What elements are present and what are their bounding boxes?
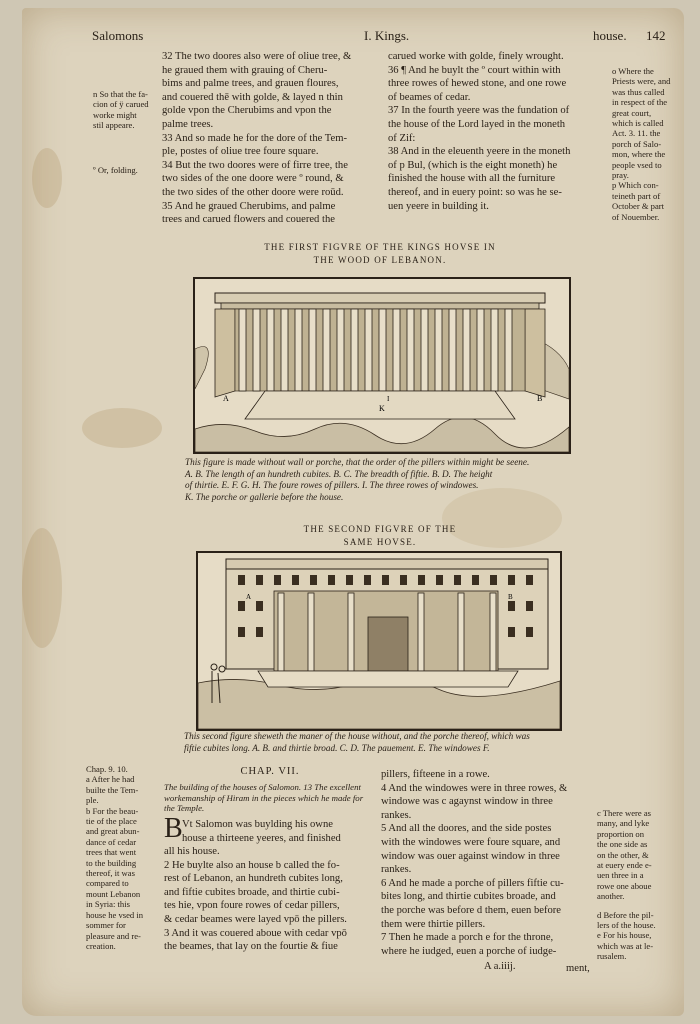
text-line: bites long, and thirtie cubites broade, and (381, 891, 556, 903)
chapter-argument (164, 782, 378, 814)
margin-note-line: on the other, & (597, 849, 649, 860)
caption-line: A. B. The length of an hundreth cubites. B. C. The breadth of fiftie. B. D. The height (185, 468, 493, 479)
margin-note-line: Priests were, and (612, 76, 671, 87)
figure-letter-b: B (537, 394, 543, 403)
text-line: 6 And he made a porche of pillers fiftie cu- (381, 877, 564, 889)
text-line: finished the house with all the furniture (388, 173, 556, 185)
text-line: 5 And all the doores, and the side postes (381, 823, 552, 835)
margin-notes-top-right (612, 66, 682, 222)
text-line: 32 The two doores also were of oliue tree, & (162, 51, 352, 62)
text-column-bottom-right (381, 768, 597, 958)
figure-2-title (260, 523, 500, 549)
drop-cap: B (164, 813, 183, 844)
text-line: them were thirtie pillers. (381, 918, 486, 930)
margin-note-line: rowe one aboue (597, 880, 652, 891)
margin-note-line: in respect of the (612, 97, 668, 108)
argument-line: workemanship of Hiram in the pieces which he made for (164, 792, 364, 803)
margin-note-line: Act. 3. 11. the (612, 128, 661, 139)
margin-note-line: o Where the (612, 66, 654, 76)
margin-note-line: worke might (93, 109, 137, 120)
caption-line: fiftie cubites long. A. B. and thirtie broad. C. D. The pauement. E. The windowes F. (184, 742, 490, 753)
text-line: 37 In the fourth yeere was the fundation of (388, 105, 570, 117)
caption-line: K. The porche or gallerie before the house. (185, 491, 344, 502)
margin-note-line: c There were as (597, 808, 651, 818)
margin-note-line: a After he had (86, 774, 135, 785)
margin-note-line: cion of ÿ carued (93, 99, 149, 110)
figure-letter-k: K (379, 404, 385, 413)
text-column-bottom-left-first (182, 818, 378, 845)
margin-note-line: October & part (612, 201, 665, 212)
text-line: all his house. (164, 846, 220, 857)
margin-note-line: dance of cedar (86, 836, 137, 847)
margin-note-line: thereof, it was (86, 868, 135, 879)
caption-line: This figure is made without wall or porche, that the order of the pillers within might be seene. (185, 457, 530, 467)
text-line: bims and palme trees, and grauen floures, (162, 78, 339, 90)
text-line: 36 ¶ And he buylt the º court within with (388, 64, 561, 76)
margin-note-line: house he vsed in (86, 909, 144, 920)
caption-line: This second figure sheweth the maner of the house without, and the porche thereof, which was (184, 731, 530, 741)
figure-letter-b: B (508, 593, 513, 601)
text-line: windowe was c agaynst window in three (381, 796, 553, 808)
text-line: three rowes of hewed stone, and one rowe (388, 78, 567, 90)
house-facade-illustration (198, 553, 560, 729)
margin-note-line: uen three in a (597, 870, 644, 881)
figure-title-line: SAME HOVSE. (343, 537, 417, 547)
text-line: of Zif: (388, 132, 416, 144)
text-line: rankes. (381, 809, 412, 821)
margin-note-line: lers of the house. (597, 920, 656, 931)
text-column-top-right (388, 50, 610, 213)
margin-note-line: was thus called (612, 86, 665, 97)
running-head-right: house. (593, 28, 627, 43)
text-line: Vt Salomon was buylding his owne (182, 819, 333, 830)
figure-2-caption (184, 731, 604, 754)
running-head-left: Salomons (92, 28, 144, 43)
margin-note-line: tie of the place (86, 816, 137, 827)
margin-note-line: people vsed to (612, 159, 662, 170)
text-line: where he iudged, euen a porche of iudge- (381, 945, 557, 957)
figure-letter-a: A (246, 593, 252, 601)
text-line: rest of Lebanon, an hundreth cubites long, (164, 873, 343, 885)
text-line: 3 And it was couered aboue with cedar vpō (164, 927, 347, 939)
text-line: 2 He buylte also an house b called the fo- (164, 859, 340, 871)
text-line: of p Bul, (which is the eight moneth) he (388, 159, 558, 171)
margin-notes-bottom-left (86, 764, 162, 951)
text-line: and fiftie cubites broade, and thirtie cubi- (164, 886, 340, 898)
margin-note-line: proportion on (597, 828, 645, 839)
margin-note-line: the one side as (597, 839, 648, 850)
text-line: 34 But the two doores were of firre tree, the (162, 159, 348, 171)
text-line: tes hie, vpon foure rowes of cedar pillers, (164, 900, 340, 912)
text-column-bottom-left (164, 845, 380, 954)
text-line: window was ouer against window in three (381, 850, 560, 862)
margin-notes-top-left (93, 89, 163, 175)
margin-note-line: porch of Salo- (612, 138, 662, 149)
margin-note-line: b For the beau- (86, 805, 139, 816)
figure-1-caption (185, 457, 605, 503)
text-line: ple, postes of oliue tree foure square. (162, 146, 319, 158)
margin-note-line: builte the Tem- (86, 784, 139, 795)
text-line: carued worke with golde, finely wrought. (388, 51, 564, 62)
margin-note-line: many, and lyke (597, 818, 650, 829)
margin-note-line: ple. (86, 795, 99, 806)
margin-note-line: d Before the pil- (597, 909, 654, 920)
margin-note-line: to the building (86, 857, 137, 868)
text-line: 38 And in the eleuenth yeere in the moneth (388, 146, 571, 158)
figure-title-line: THE FIRST FIGVRE OF THE KINGS HOVSE IN (264, 242, 496, 252)
argument-line: The building of the houses of Salomon. 13 The excellent (164, 782, 361, 792)
folio-number: 142 (646, 28, 666, 43)
margin-note-line: e For his house, (597, 930, 652, 941)
margin-note-line: mon, where the (612, 149, 666, 160)
colonnade-illustration (195, 279, 569, 452)
figure-letter-i: I (387, 395, 390, 403)
text-line: the two sides of the other doore were roūd. (162, 186, 344, 198)
margin-note-line: rusalem. (597, 951, 627, 962)
figure-2-woodcut (196, 551, 562, 731)
text-line: the porche was before d them, euen before (381, 904, 562, 916)
text-line: 35 And he graued Cherubims, and palme (162, 200, 336, 212)
margin-note-line: º Or, folding. (93, 164, 138, 175)
water-stain (22, 528, 62, 648)
margin-notes-bottom-right (597, 808, 679, 962)
text-column-top-left (162, 50, 384, 227)
figure-letter-a: A (223, 394, 229, 403)
running-head-center: I. Kings. (364, 28, 410, 43)
text-line: of beames of cedar. (388, 91, 471, 103)
caption-line: of thirtie. E. F. G. H. The foure rowes of pillers. I. The three rowes of windowes. (185, 480, 479, 491)
text-line: 7 Then he made a porch e for the throne, (381, 932, 554, 944)
margin-note-line: pleasure and re- (86, 930, 141, 941)
margin-note-line: of Nouember. (612, 211, 660, 222)
text-line: trees and carued flowers and couered the (162, 214, 335, 226)
margin-note-line: stil appeare. (93, 120, 135, 131)
text-line: & cedar beames were layed vpō the pillers. (164, 913, 347, 925)
text-line: uen yeere in building it. (388, 200, 489, 212)
margin-note-line: n So that the fa- (93, 89, 148, 99)
text-line: two sides of the one doore were º round, & (162, 173, 344, 185)
text-line: rankes. (381, 864, 412, 876)
text-line: he graued them with grauing of Cheru- (162, 64, 328, 76)
figure-title-line: THE SECOND FIGVRE OF THE (303, 524, 457, 534)
text-line: the beames, that lay on the fourtie & fiue (164, 941, 338, 953)
argument-line: the Temple. (164, 803, 205, 814)
margin-note-line: teineth part of (612, 190, 661, 201)
margin-note-line: mount Lebanon (86, 888, 141, 899)
margin-note-line: which was at le- (597, 940, 654, 951)
margin-note-line: which is called (612, 118, 664, 129)
text-line: golde vpon the Cherubims and vpon the (162, 105, 332, 117)
text-line: and couered thē with golde, & layed n thin (162, 91, 343, 103)
margin-note-line: Chap. 9. 10. (86, 764, 128, 774)
margin-note-line: in Syria: this (86, 899, 130, 910)
margin-note-line: trees that went (86, 847, 137, 858)
margin-note-line: another. (597, 891, 625, 902)
text-line: the house of the Lord layed in the moneth (388, 118, 566, 130)
margin-note-line: at euery ende e- (597, 860, 652, 871)
text-line: 4 And the windowes were in three rowes, & (381, 782, 568, 794)
figure-title-line: THE WOOD OF LEBANON. (313, 255, 447, 265)
text-line: 33 And so made he for the dore of the Tem- (162, 132, 347, 144)
margin-note-line: great court, (612, 107, 652, 118)
margin-note-line: creation. (86, 940, 116, 951)
figure-1-woodcut (193, 277, 571, 454)
water-stain (82, 408, 162, 448)
text-line: pillers, fifteene in a rowe. (381, 769, 490, 780)
text-line: with the windowes were foure square, and (381, 836, 561, 848)
water-stain (32, 148, 62, 208)
figure-1-title (190, 241, 570, 267)
text-line: thereof, and in euery point: so was he se- (388, 186, 562, 198)
text-line: palme trees. (162, 118, 214, 130)
margin-note-line: compared to (86, 878, 129, 889)
margin-note-line: p Which con- (612, 180, 659, 191)
catchword: ment, (566, 963, 590, 974)
margin-note-line: pray. (612, 170, 629, 181)
chapter-heading: CHAP. VII. (240, 766, 300, 777)
signature-mark: A a.iiij. (484, 961, 516, 972)
margin-note-line: and great abun- (86, 826, 140, 837)
text-line: house a thirteene yeeres, and finished (182, 832, 341, 844)
margin-note-line: sommer for (86, 920, 126, 931)
